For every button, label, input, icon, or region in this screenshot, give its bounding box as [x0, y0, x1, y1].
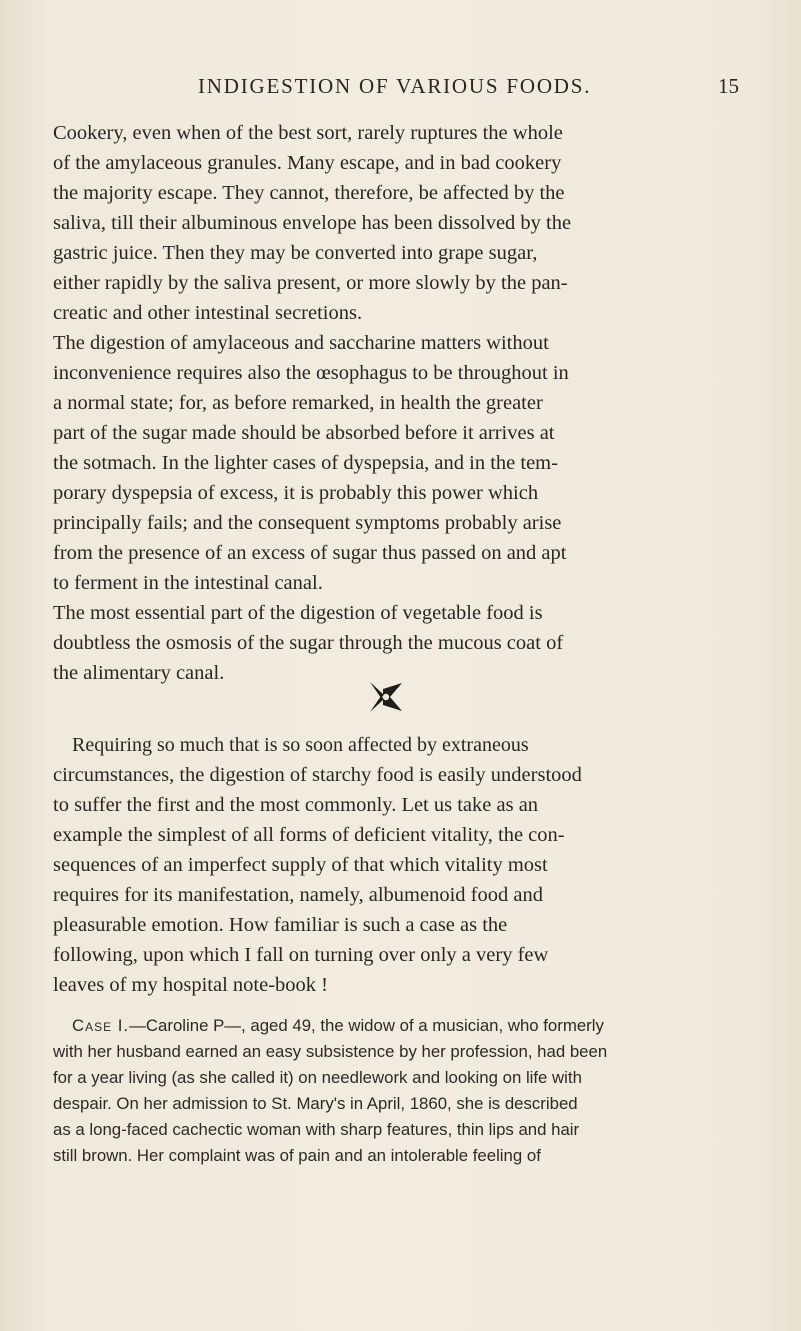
text-line: gastric juice. Then they may be converted into grape sugar, [53, 242, 538, 264]
case-line: for a year living (as she called it) on needlework and looking on life with [53, 1068, 582, 1087]
text-line: principally fails; and the consequent symptoms probably arise [53, 512, 562, 534]
text-line: porary dyspepsia of excess, it is probably this power which [53, 482, 539, 504]
text-line: part of the sugar made should be absorbed before it arrives at [53, 422, 555, 444]
text-line: The most essential part of the digestion of vegetable food is [53, 602, 543, 624]
text-line: circumstances, the digestion of starchy food is easily understood [53, 764, 582, 786]
fleuron-ornament-icon [368, 680, 404, 714]
text-line: the sotmach. In the lighter cases of dyspepsia, and in the tem- [53, 452, 558, 474]
text-line: leaves of my hospital note-book ! [53, 974, 328, 996]
case-line: despair. On her admission to St. Mary's in April, 1860, she is described [53, 1094, 578, 1113]
text-line: a normal state; for, as before remarked, in health the greater [53, 392, 543, 414]
text-line: example the simplest of all forms of deficient vitality, the con- [53, 824, 565, 846]
case-line [72, 1018, 604, 1035]
case-line-text: —Caroline P—, aged 49, the widow of a musician, who formerly [129, 1016, 604, 1035]
text-line: of the amylaceous granules. Many escape, and in bad cookery [53, 152, 562, 174]
text-line: doubtless the osmosis of the sugar through the mucous coat of [53, 632, 564, 654]
case-line: with her husband earned an easy subsistence by her profession, had been [53, 1042, 608, 1061]
text-line: requires for its manifestation, namely, albumenoid food and [53, 884, 543, 906]
text-line: from the presence of an excess of sugar thus passed on and apt [53, 542, 567, 564]
text-line: the majority escape. They cannot, therefore, be affected by the [53, 182, 565, 204]
text-line: sequences of an imperfect supply of that which vitality most [53, 854, 548, 876]
running-title: INDIGESTION OF VARIOUS FOODS. [198, 74, 592, 98]
text-line: Requiring so much that is so soon affected by extraneous [72, 734, 529, 756]
case-line: as a long-faced cachectic woman with sharp features, thin lips and hair [53, 1120, 580, 1139]
text-line: saliva, till their albuminous envelope has been dissolved by the [53, 212, 572, 234]
text-line: following, upon which I fall on turning over only a very few [53, 944, 549, 966]
case-label: Case I. [72, 1016, 130, 1035]
text-line: Cookery, even when of the best sort, rarely ruptures the whole [53, 122, 563, 144]
text-line: inconvenience requires also the œsophagus to be throughout in [53, 362, 569, 384]
text-line: creatic and other intestinal secretions. [53, 302, 363, 324]
page-number: 15 [718, 74, 739, 98]
text-line: pleasurable emotion. How familiar is such a case as the [53, 914, 508, 936]
text-line: the alimentary canal. [53, 662, 225, 684]
text-line: to ferment in the intestinal canal. [53, 572, 323, 594]
case-line: still brown. Her complaint was of pain and an intolerable feeling of [53, 1146, 541, 1165]
text-line: to suffer the first and the most commonly. Let us take as an [53, 794, 539, 816]
text-line: The digestion of amylaceous and saccharine matters without [53, 332, 549, 354]
text-line: either rapidly by the saliva present, or more slowly by the pan- [53, 272, 568, 294]
